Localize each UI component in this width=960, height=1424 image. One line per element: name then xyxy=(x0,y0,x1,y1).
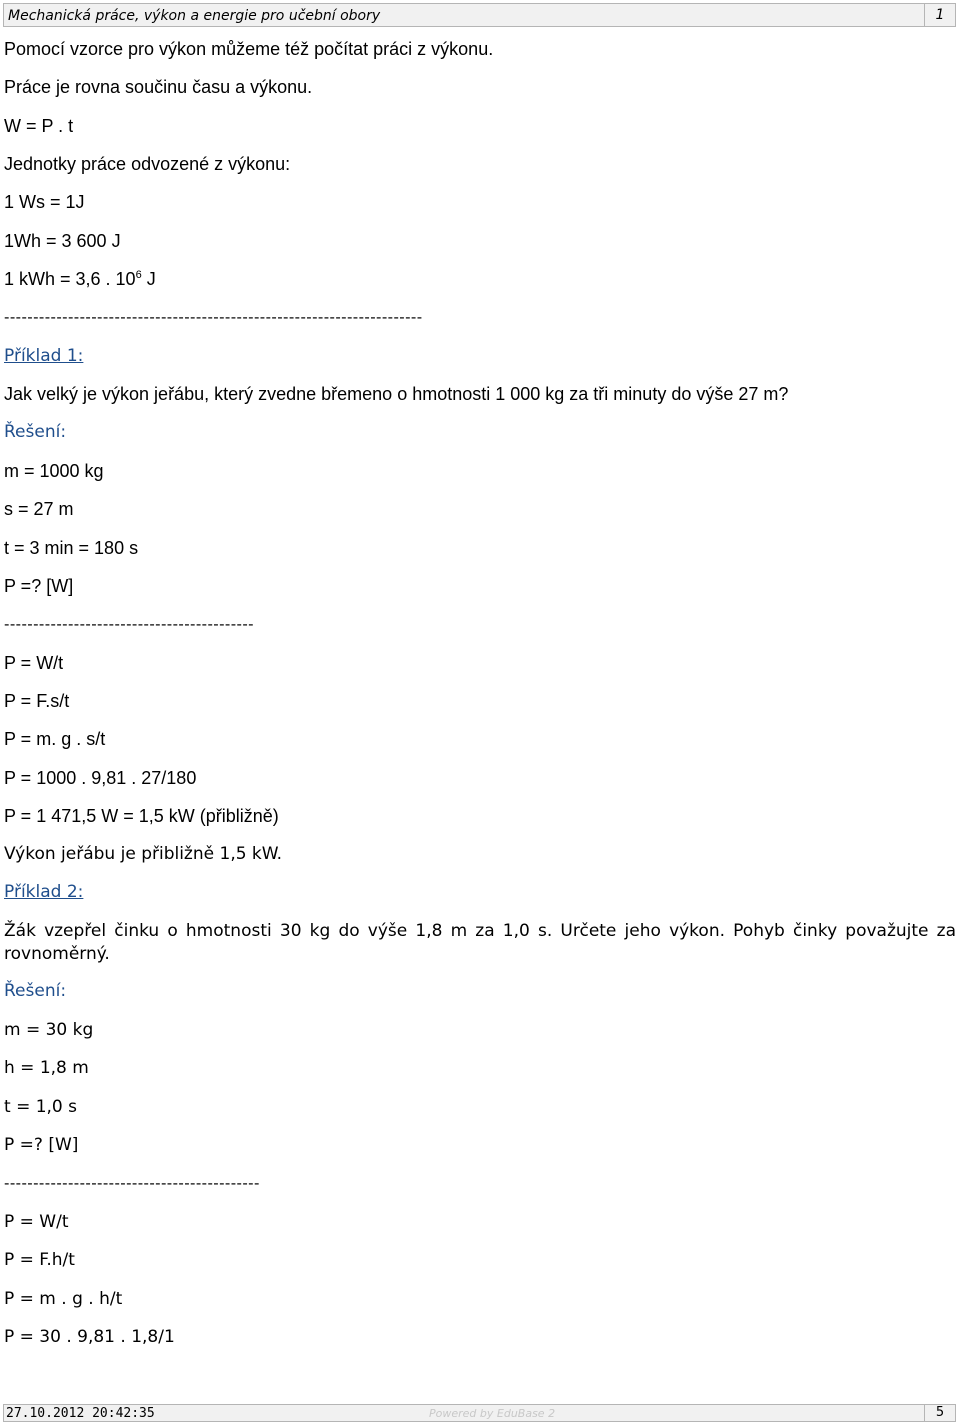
example-1-given-time: t = 3 min = 180 s xyxy=(4,538,139,558)
intro-line-1: Pomocí vzorce pro výkon můžeme též počítat práci z výkonu. xyxy=(4,39,494,59)
footer-page-number: 5 xyxy=(924,1405,955,1421)
work-formula: W = P . t xyxy=(4,116,74,136)
unit-ws: 1 Ws = 1J xyxy=(4,192,85,212)
intro-line-2: Práce je rovna součinu času a výkonu. xyxy=(4,77,313,97)
example-2-separator: -------------------------------------------- xyxy=(4,1174,260,1192)
example-1-heading: Příklad 1: xyxy=(4,346,84,366)
footer-timestamp: 27.10.2012 20:42:35 xyxy=(6,1406,155,1421)
unit-kwh-base: 1 kWh = 3,6 . 10 xyxy=(4,269,136,289)
document-title: Mechanická práce, výkon a energie pro učební obory xyxy=(8,8,381,24)
example-1-given-mass: m = 1000 kg xyxy=(4,461,104,481)
example-2-solution-heading: Řešení: xyxy=(4,981,67,1001)
example-1-step-3: P = m. g . s/t xyxy=(4,729,106,749)
example-2-step-3: P = m . g . h/t xyxy=(4,1289,123,1309)
separator-line: ------------------------------------------------------------------------ xyxy=(4,308,423,326)
example-1-step-5: P = 1 471,5 W = 1,5 kW (přibližně) xyxy=(4,806,279,826)
example-1-question: Jak velký je výkon jeřábu, který zvedne břemeno o hmotnosti 1 000 kg za tři minuty do výše 27 m? xyxy=(4,384,789,404)
example-1-solution-heading: Řešení: xyxy=(4,422,67,442)
page-footer xyxy=(3,1404,956,1422)
example-1-step-2: P = F.s/t xyxy=(4,691,70,711)
unit-wh: 1Wh = 3 600 J xyxy=(4,231,121,251)
example-1-step-1: P = W/t xyxy=(4,653,64,673)
example-2-step-2: P = F.h/t xyxy=(4,1250,75,1270)
header-page-number: 1 xyxy=(924,4,955,26)
footer-powered-by: Powered by EduBase 2 xyxy=(429,1407,556,1420)
unit-kwh xyxy=(4,268,156,290)
example-1-separator: ------------------------------------------- xyxy=(4,615,254,633)
example-1-step-4: P = 1000 . 9,81 . 27/180 xyxy=(4,768,197,788)
example-2-step-1: P = W/t xyxy=(4,1212,69,1232)
unit-kwh-exponent: 6 xyxy=(135,269,142,281)
example-1-given-distance: s = 27 m xyxy=(4,499,74,519)
example-1-answer: Výkon jeřábu je přibližně 1,5 kW. xyxy=(4,844,283,864)
page-header xyxy=(3,3,956,27)
example-2-step-4: P = 30 . 9,81 . 1,8/1 xyxy=(4,1327,175,1347)
example-2-given-mass: m = 30 kg xyxy=(4,1020,94,1040)
example-2-question: Žák vzepřel činku o hmotnosti 30 kg do výše 1,8 m za 1,0 s. Určete jeho výkon. Pohyb činky považujte za rovnoměrný. xyxy=(4,921,956,964)
example-2-unknown: P =? [W] xyxy=(4,1135,79,1155)
unit-kwh-suffix: J xyxy=(141,269,156,289)
example-2-given-height: h = 1,8 m xyxy=(4,1058,89,1078)
units-heading: Jednotky práce odvozené z výkonu: xyxy=(4,154,291,174)
example-1-unknown: P =? [W] xyxy=(4,576,74,596)
example-2-given-time: t = 1,0 s xyxy=(4,1097,78,1117)
example-2-heading: Příklad 2: xyxy=(4,882,84,902)
